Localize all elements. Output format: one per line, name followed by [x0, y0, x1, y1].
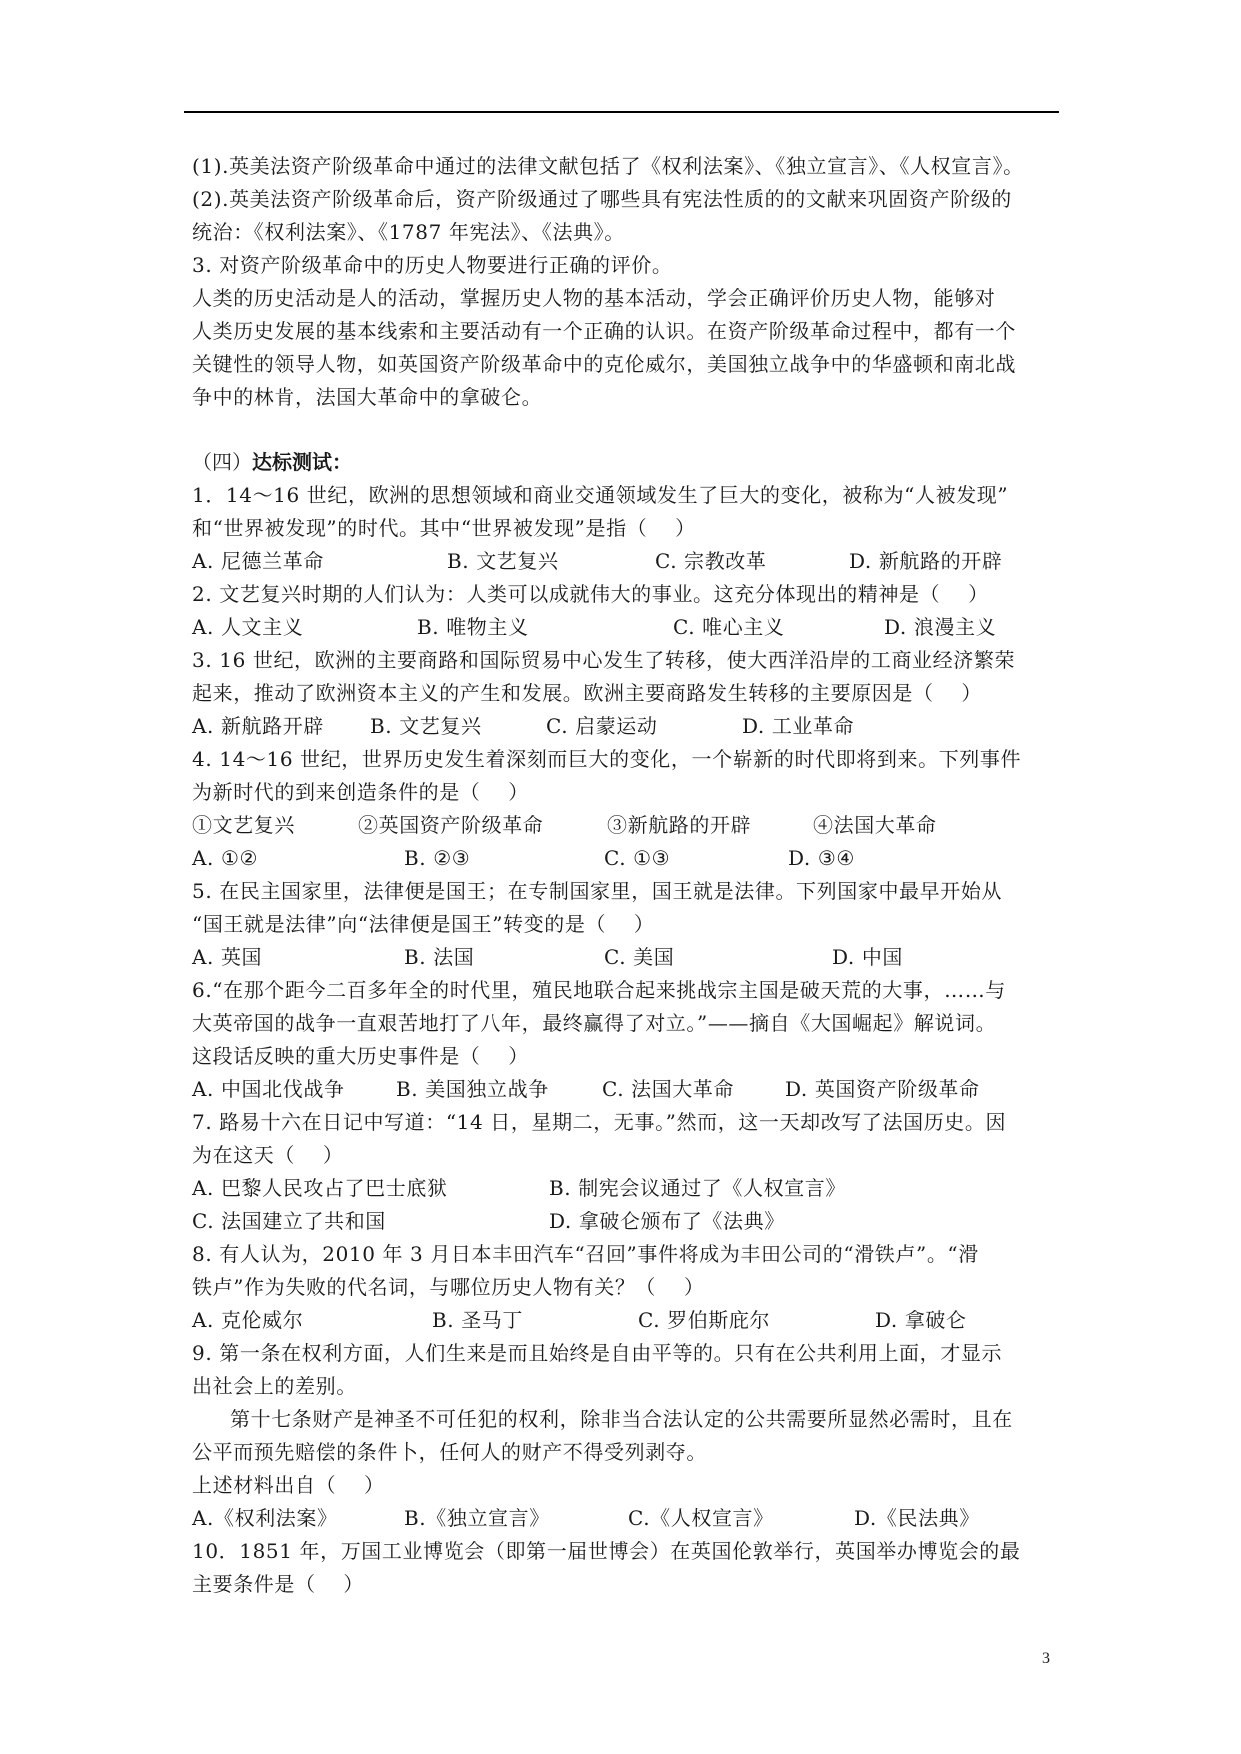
option: C. 法国大革命	[602, 1077, 735, 1101]
option: B. 唯物主义	[417, 615, 529, 639]
option: B. 法国	[404, 945, 475, 969]
option: C.《人权宣言》	[628, 1506, 774, 1530]
question	[192, 644, 1062, 743]
question-text: 为在这天（ ）	[192, 1143, 344, 1167]
question	[192, 743, 1062, 875]
options-row	[192, 545, 1062, 578]
option: D. 拿破仑	[875, 1308, 967, 1332]
question-text: 出社会上的差别。	[192, 1374, 357, 1398]
option: D. 新航路的开辟	[849, 549, 1003, 573]
summary-line: 争中的林肯，法国大革命中的拿破仑。	[192, 385, 543, 409]
question	[192, 1337, 1062, 1535]
question	[192, 1535, 1062, 1601]
option: A. 巴黎人民攻占了巴士底狱	[192, 1176, 448, 1200]
option: B. 制宪会议通过了《人权宣言》	[549, 1176, 847, 1200]
question-text: 上述材料出自（ ）	[192, 1473, 385, 1497]
question-text: 铁卢”作为失败的代名词，与哪位历史人物有关？（ ）	[192, 1275, 705, 1299]
option: D. ③④	[788, 846, 855, 870]
question-text: 大英帝国的战争一直艰苦地打了八年，最终赢得了对立。”——摘自《大国崛起》解说词。	[192, 1011, 997, 1035]
question-text: 5. 在民主国家里，法律便是国王；在专制国家里，国王就是法律。下列国家中最早开始从	[192, 879, 1003, 903]
options-row	[192, 1304, 1062, 1337]
option: D. 英国资产阶级革命	[785, 1077, 980, 1101]
summary-line: 统治：《权利法案》、《1787 年宪法》、《法典》。	[192, 220, 625, 244]
question	[192, 479, 1062, 578]
summary-line: 人类的历史活动是人的活动，掌握历史人物的基本活动，学会正确评价历史人物，能够对	[192, 286, 996, 310]
options-row	[192, 842, 1062, 875]
section-prefix: （四）	[192, 450, 252, 474]
options-row	[192, 941, 1062, 974]
summary-line: (1).英美法资产阶级革命中通过的法律文献包括了《权利法案》、《独立宣言》、《人权宣言》。	[192, 154, 1024, 178]
option: B. ②③	[404, 846, 471, 870]
question-text: 为新时代的到来创造条件的是（ ）	[192, 780, 529, 804]
option: C. 启蒙运动	[546, 714, 658, 738]
option: ④法国大革命	[813, 813, 937, 837]
options-row	[192, 1172, 1062, 1205]
option: D. 中国	[832, 945, 904, 969]
option: A. 英国	[192, 945, 263, 969]
option: ①文艺复兴	[192, 813, 295, 837]
question-text: 公平而预先赔偿的条件卜，任何人的财产不得受列剥夺。	[192, 1440, 707, 1464]
question-text: 8. 有人认为，2010 年 3 月日本丰田汽车“召回”事件将成为丰田公司的“滑铁卢”。“滑	[192, 1242, 979, 1266]
option: A. ①②	[192, 846, 259, 870]
option: B.《独立宣言》	[404, 1506, 550, 1530]
option: B. 文艺复兴	[447, 549, 559, 573]
section-title	[192, 446, 1062, 479]
summary-line: 关键性的领导人物，如英国资产阶级革命中的克伦威尔，美国独立战争中的华盛顿和南北战	[192, 352, 1016, 376]
option: C. ①③	[604, 846, 671, 870]
option: A. 人文主义	[192, 615, 304, 639]
question	[192, 875, 1062, 974]
summary-line: (2).英美法资产阶级革命后，资产阶级通过了哪些具有宪法性质的的文献来巩固资产阶级的	[192, 187, 1012, 211]
option: C. 罗伯斯庇尔	[638, 1308, 771, 1332]
question-quote: 第十七条财产是神圣不可任犯的权利，除非当合法认定的公共需要所显然必需时，且在	[230, 1407, 1013, 1431]
question	[192, 578, 1062, 644]
summary-section	[192, 150, 1062, 414]
question-text: 起来，推动了欧洲资本主义的产生和发展。欧洲主要商路发生转移的主要原因是（ ）	[192, 681, 983, 705]
option: B. 文艺复兴	[370, 714, 482, 738]
option: C. 美国	[604, 945, 675, 969]
summary-line: 人类历史发展的基本线索和主要活动有一个正确的认识。在资产阶级革命过程中，都有一个	[192, 319, 1016, 343]
spacer	[192, 414, 1062, 446]
question-text: 9. 第一条在权利方面，人们生来是而且始终是自由平等的。只有在公共利用上面，才显示	[192, 1341, 1003, 1365]
question-text: 7. 路易十六在日记中写道：“14 日，星期二，无事。”然而，这一天却改写了法国历史。因	[192, 1110, 1007, 1134]
option: ②英国资产阶级革命	[358, 813, 544, 837]
question-text: 6.“在那个距今二百多年全的时代里，殖民地联合起来挑战宗主国是破天荒的大事，……与	[192, 978, 1006, 1002]
question-text: “国王就是法律”向“法律便是国王”转变的是（ ）	[192, 912, 655, 936]
options-row	[192, 1205, 1062, 1238]
page-number: 3	[1042, 1650, 1050, 1667]
document-body	[192, 150, 1062, 1601]
options-row	[192, 710, 1062, 743]
options-row	[192, 809, 1062, 842]
summary-line: 3. 对资产阶级革命中的历史人物要进行正确的评价。	[192, 253, 673, 277]
option: C. 法国建立了共和国	[192, 1209, 386, 1233]
question	[192, 1238, 1062, 1337]
question-text: 这段话反映的重大历史事件是（ ）	[192, 1044, 529, 1068]
question-text: 和“世界被发现”的时代。其中“世界被发现”是指（ ）	[192, 516, 696, 540]
question-text: 主要条件是（ ）	[192, 1572, 365, 1596]
section-label: 达标测试：	[252, 450, 352, 474]
option: ③新航路的开辟	[607, 813, 752, 837]
option: A. 中国北伐战争	[192, 1077, 345, 1101]
question-text: 2. 文艺复兴时期的人们认为：人类可以成就伟大的事业。这充分体现出的精神是（ ）	[192, 582, 989, 606]
question	[192, 1106, 1062, 1238]
option: A. 新航路开辟	[192, 714, 324, 738]
option: A.《权利法案》	[192, 1506, 338, 1530]
option: C. 唯心主义	[673, 615, 785, 639]
option: A. 克伦威尔	[192, 1308, 304, 1332]
question-text: 10．1851 年，万国工业博览会（即第一届世博会）在英国伦敦举行，英国举办博览会的最	[192, 1539, 1021, 1563]
option: B. 美国独立战争	[396, 1077, 549, 1101]
header-rule	[184, 111, 1059, 113]
option: C. 宗教改革	[655, 549, 767, 573]
options-row	[192, 1502, 1062, 1535]
option: B. 圣马丁	[432, 1308, 524, 1332]
option: D. 工业革命	[742, 714, 855, 738]
question-text: 4. 14～16 世纪，世界历史发生着深刻而巨大的变化，一个崭新的时代即将到来。下列事件	[192, 747, 1022, 771]
option: A. 尼德兰革命	[192, 549, 324, 573]
option: D.《民法典》	[854, 1506, 980, 1530]
question-text: 3. 16 世纪，欧洲的主要商路和国际贸易中心发生了转移，使大西洋沿岸的工商业经济繁荣	[192, 648, 1016, 672]
option: D. 拿破仑颁布了《法典》	[549, 1209, 785, 1233]
question	[192, 974, 1062, 1106]
question-text: 1．14～16 世纪，欧洲的思想领域和商业交通领域发生了巨大的变化，被称为“人被发现”	[192, 483, 1009, 507]
option: D. 浪漫主义	[884, 615, 997, 639]
options-row	[192, 611, 1062, 644]
options-row	[192, 1073, 1062, 1106]
